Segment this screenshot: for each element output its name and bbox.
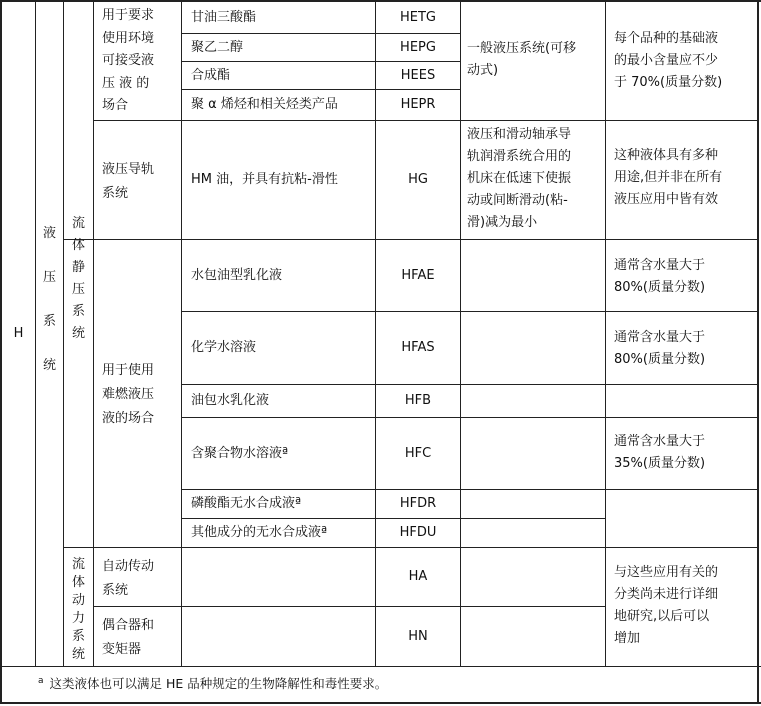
code-cell: HEPG bbox=[400, 39, 436, 55]
application-coupler: 偶合器和 变矩器 bbox=[102, 618, 155, 657]
application-acceptable-env: 用于要求 使用环境 可接受液 压 液 的 场合 bbox=[102, 8, 155, 113]
code-cell: HG bbox=[408, 172, 428, 187]
footnote-marker: a bbox=[38, 676, 44, 686]
category-char: 系 bbox=[42, 314, 56, 329]
table-border-bottom bbox=[0, 702, 761, 704]
hydrostatic-char: 体 bbox=[71, 238, 85, 253]
remark-hydrodynamic: 与这些应用有关的 分类尚未进行详细 地研究,以后可以 增加 bbox=[614, 565, 719, 646]
table-footnote bbox=[38, 674, 387, 692]
application-guideway: 液压导轨 系统 bbox=[102, 162, 155, 201]
composition-cell: 水包油型乳化液 bbox=[191, 267, 283, 283]
code-cell: HETG bbox=[399, 9, 436, 25]
table-border-right bbox=[757, 0, 759, 704]
composition-cell: 磷酸酯无水合成液ª bbox=[191, 496, 302, 511]
category-char: 统 bbox=[42, 358, 56, 373]
typical-application-general: 一般液压系统(可移 动式) bbox=[467, 41, 577, 78]
code-cell: HFB bbox=[404, 393, 432, 408]
composition-cell: 甘油三酸酯 bbox=[191, 9, 257, 25]
code-cell: HEES bbox=[400, 67, 436, 83]
col-divider bbox=[460, 0, 461, 666]
code-cell: HFDU bbox=[399, 525, 437, 540]
composition-cell: 合成酯 bbox=[191, 67, 231, 83]
application-fire-resistant: 用于使用 难燃液压 液的场合 bbox=[102, 363, 155, 426]
remark-hg: 这种液体具有多种 用途,但并非在所有 液压应用中皆有效 bbox=[614, 148, 723, 207]
remark-hfas: 通常含水量大于 80%(质量分数) bbox=[614, 330, 706, 367]
footnote-text: 这类液体也可以满足 HE 品种规定的生物降解性和毒性要求。 bbox=[49, 676, 388, 691]
col-divider bbox=[605, 0, 606, 666]
code-cell: HN bbox=[408, 628, 428, 644]
hydrodynamic-char: 统 bbox=[71, 647, 85, 662]
hydrodynamic-char: 系 bbox=[71, 629, 85, 644]
code-cell: HFDR bbox=[399, 496, 437, 511]
composition-cell: 聚乙二醇 bbox=[191, 39, 244, 55]
hydrodynamic-system-cell bbox=[64, 555, 93, 665]
col-divider bbox=[93, 0, 94, 666]
code-cell: HFC bbox=[404, 445, 432, 461]
hydrodynamic-char: 动 bbox=[71, 593, 85, 608]
group-code: H bbox=[13, 326, 24, 341]
remark-hfc: 通常含水量大于 35%(质量分数) bbox=[614, 434, 706, 471]
hydrostatic-system-cell bbox=[64, 204, 93, 354]
code-cell: HFAS bbox=[401, 340, 435, 355]
hydrodynamic-char: 流 bbox=[71, 557, 85, 572]
hydrodynamic-char: 体 bbox=[71, 575, 85, 590]
composition-cell: 油包水乳化液 bbox=[191, 393, 270, 408]
code-cell: HA bbox=[408, 569, 428, 584]
row-divider bbox=[0, 666, 761, 667]
composition-cell: HM 油，并具有抗粘-滑性 bbox=[191, 172, 338, 187]
category-cell bbox=[36, 120, 63, 480]
composition-cell: 聚 α 烯烃和相关烃类产品 bbox=[191, 97, 338, 112]
hydrostatic-char: 系 bbox=[71, 304, 85, 319]
hydrostatic-char: 压 bbox=[71, 282, 85, 297]
composition-cell: 其他成分的无水合成液ª bbox=[191, 525, 328, 540]
hydrostatic-char: 流 bbox=[71, 216, 85, 231]
composition-cell: 含聚合物水溶液ª bbox=[191, 445, 289, 461]
code-cell: HFAE bbox=[401, 267, 435, 283]
typical-application-guideway: 液压和滑动轴承导 轨润滑系统合用的 机床在低速下使振 动或间断滑动(粘- 滑)减为最小 bbox=[467, 127, 572, 230]
hydrodynamic-char: 力 bbox=[71, 611, 85, 626]
remark-he: 每个品种的基础液 的最小含量应不少 于 70%(质量分数) bbox=[614, 31, 723, 90]
remark-hfae: 通常含水量大于 80%(质量分数) bbox=[614, 258, 706, 295]
category-char: 液 bbox=[42, 226, 56, 241]
application-auto-transmission: 自动传动 系统 bbox=[102, 559, 155, 598]
row-divider bbox=[93, 606, 605, 607]
hydrostatic-char: 统 bbox=[71, 326, 85, 341]
code-cell: HEPR bbox=[400, 97, 436, 112]
category-char: 压 bbox=[42, 270, 56, 285]
group-cell bbox=[2, 2, 35, 666]
composition-cell: 化学水溶液 bbox=[191, 340, 257, 355]
hydrostatic-char: 静 bbox=[71, 260, 85, 275]
